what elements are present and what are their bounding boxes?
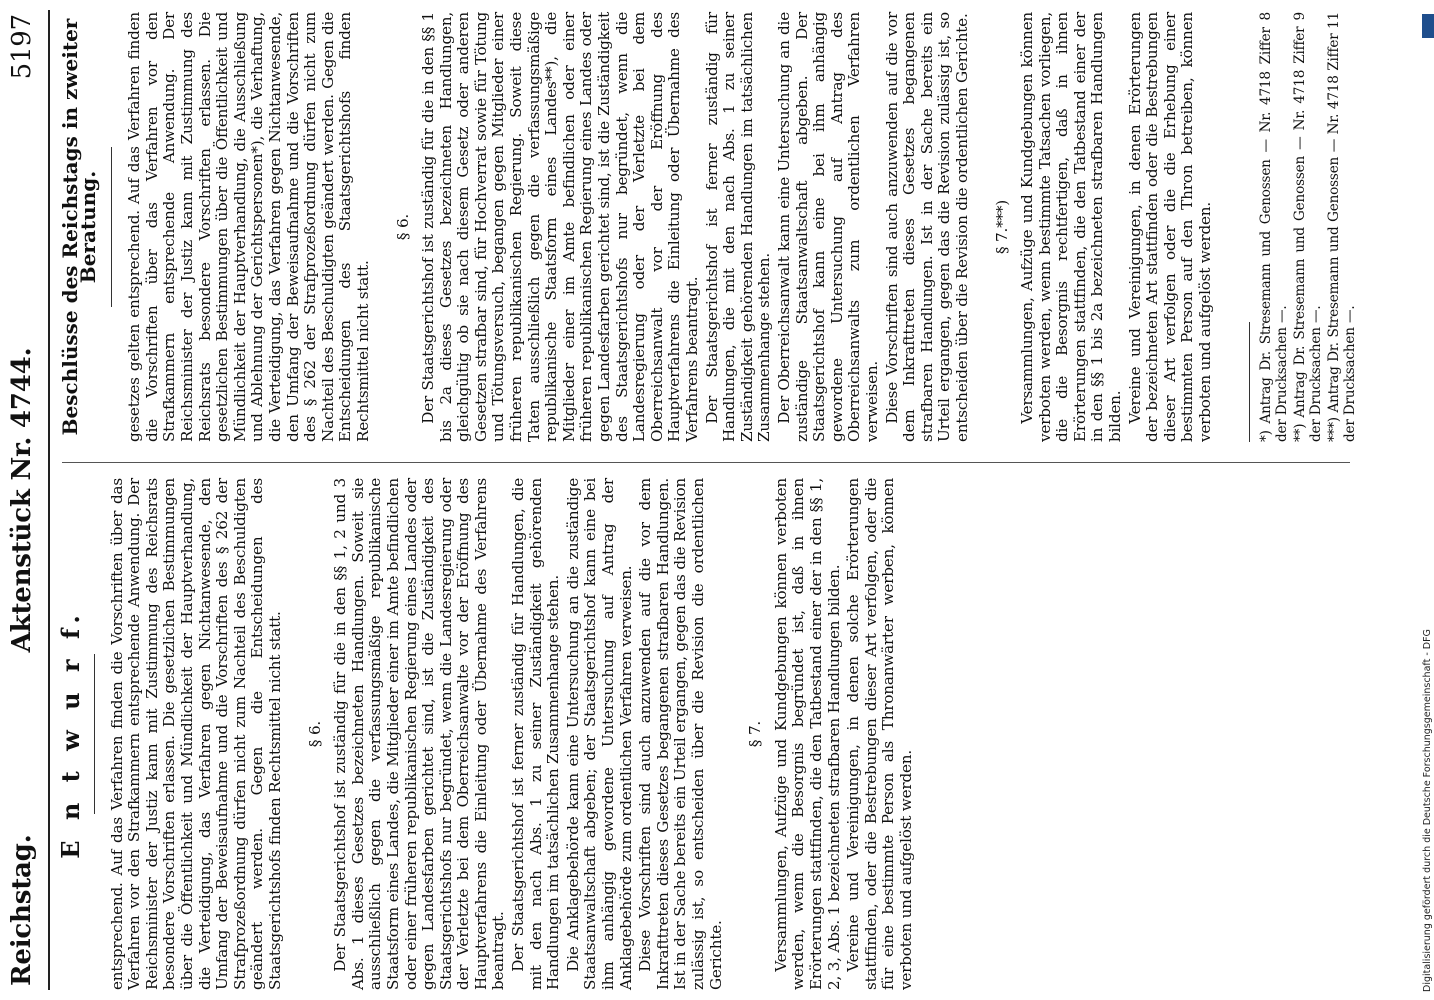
right-column — [58, 12, 1360, 442]
footnote-rule — [1249, 322, 1250, 442]
digitization-note — [1422, 8, 1434, 992]
column-divider — [62, 462, 1350, 463]
page-header — [7, 10, 50, 990]
left-s7-heading: § 7. — [746, 720, 765, 748]
right-s6-p4: Diese Vorschriften sind auch anzuwenden auf die vor dem Inkrafttreten dieses Gesetzes begangenen strafbaren Handlungen. Ist in der Sache bereits ein Urteil ergangen, gegen das die Revision zulässig ist, so entscheiden über die Revision die ordentlichen Gerichte. — [882, 12, 971, 442]
title-rule — [111, 147, 112, 307]
header-center: Aktenstück Nr. 4744. — [7, 347, 37, 653]
right-s6-p2: Der Staatsgerichtshof ist ferner zuständig für Handlungen, die mit den nach Abs. 1 zu seiner Zuständigkeit gehörenden Handlungen im tatsächlichen Zusammenhange stehen. — [702, 12, 774, 442]
footnote: **) Antrag Dr. Stresemann und Genossen — Nr. 4718 Ziffer 9 der Drucksachen —. — [1291, 12, 1324, 442]
title-rule — [94, 654, 95, 814]
right-intro: gesetzes gelten entsprechend. Auf das Verfahren finden die Vorschriften über das Verfahren vor den Strafkammern entsprechende Anwendung. Der Reichsminister der Justiz kann mit Zustimmung des Reichsrats besondere Vorschriften erlassen. Die gesetzlichen Bestimmungen über die Öffentlichkeit und Mündlichkeit der Hauptverhandlung, die Ausschließung und Ablehnung der Gerichtspersonen*), die Verhaftung, die Verteidigung, das Verfahren gegen Nichtanwesende, den Umfang der Beweisaufnahme und die Vorschriften des § 262 der Strafprozeßordnung dürfen nicht zum Nachteil des Beschuldigten geändert werden. Gegen die Entscheidungen des Staatsgerichtshofs finden Rechtsmittel nicht statt. — [125, 12, 372, 442]
header-left: Reichstag. — [7, 834, 37, 986]
page-number: 5197 — [7, 14, 37, 80]
left-s6-heading: § 6. — [305, 720, 324, 748]
right-s7-heading: § 7.***) — [992, 199, 1011, 255]
digitization-note-text: Digitalisierung gefördert durch die Deutsche Forschungsgemeinschaft - DFG — [1422, 629, 1433, 992]
left-s6-p1: Der Staatsgerichtshof ist zuständig für die in den §§ 1, 2 und 3 Abs. 1 dieses Gesetzes bezeichneten Handlungen. Soweit sie ausschließlich gegen die verfassungsmäßige republikanische Staatsform eines Landes, die Mitglieder einer im Amte befindlichen oder einer früheren republikanischen Regierung eines Landes oder gegen Landesfarben gerichtet sind, ist die Zuständigkeit des Staatsgerichtshofs nur begründet, wenn die Landesregierung oder der Verletzte bei dem Oberreichsanwalte vor der Eröffnung des Hauptverfahrens die Einleitung oder Übernahme des Verfahrens beantragt. — [331, 478, 508, 990]
right-s7-p1: Versammlungen, Aufzüge und Kundgebungen können verboten werden, wenn bestimmte Tatsachen vorliegen, die die Besorgnis rechtfertigen, daß in ihnen Erörterungen stattfinden, die den Tatbestand einer der in den §§ 1 bis 2a bezeichneten strafbaren Handlungen bilden. — [1018, 12, 1125, 442]
right-s6-p1: Der Staatsgerichtshof ist zuständig für die in den §§ 1 bis 2a dieses Gesetzes bezeichneten Handlungen, gleichgültig ob sie nach diesem Gesetz oder anderen Gesetzen strafbar sind, für Hochverrat sowie für Tötung und Tötungsversuch, begangen gegen Mitglieder einer früheren republikanischen Regierung. Soweit diese Taten ausschließlich gegen die verfassungsmäßige republikanische Staatsform eines Landes**), die Mitglieder einer im Amte befindlichen oder einer früheren republikanischen Regierung eines Landes oder gegen Landesfarben gerichtet sind, ist die Zuständigkeit des Staatsgerichtshofs nur begründet, wenn die Landesregierung oder der Verletzte bei dem Oberreichsanwalt vor der Eröffnung des Hauptverfahrens die Einleitung oder Übernahme des Verfahrens beantragt. — [419, 12, 701, 442]
left-column-title: E n t w u r f. — [56, 609, 85, 859]
left-s6-p4: Diese Vorschriften sind auch anzuwenden auf die vor dem Inkrafttreten dieses Gesetzes begangenen strafbaren Handlungen. Ist in der Sache bereits ein Urteil ergangen, gegen das die Revision zulässig ist, so entscheiden über die Revision die ordentlichen Gerichte. — [636, 478, 725, 990]
left-s7-p2: Vereine und Vereinigungen, in denen solche Erörterungen stattfinden, oder die Bestrebungen dieser Art verfolgen, oder die für eine bestimmte Person als Thronanwärter werben, können verboten und aufgelöst werden. — [844, 478, 915, 990]
left-s6-p3: Die Anklagebehörde kann eine Untersuchung an die zuständige Staatsanwaltschaft abgeben; der Staatsgerichtshof kann eine bei ihm anhängig gewordene Untersuchung auf Antrag der Anklagebehörde zum ordentlichen Verfahren verweisen. — [563, 478, 635, 990]
right-column-title: Beschlüsse des Reichstags in zweiter Beratung. — [58, 18, 100, 436]
right-s7-p2: Vereine und Vereinigungen, in denen Erörterungen der bezeichneten Art stattfinden oder die Bestrebungen dieser Art verfolgen oder die die Erhebung einer bestimmten Person auf den Thron betreiben, können verboten und aufgelöst werden. — [1125, 12, 1215, 442]
right-s6-heading: § 6. — [393, 213, 412, 241]
footnote: ***) Antrag Dr. Stresemann und Genossen — Nr. 4718 Ziffer 11 der Drucksachen —. — [1325, 12, 1358, 442]
footnote: *) Antrag Dr. Stresemann und Genossen — Nr. 4718 Ziffer 8 der Drucksachen —. — [1257, 12, 1290, 442]
left-s6-p2: Der Staatsgerichtshof ist ferner zuständig für Handlungen, die mit den nach Abs. 1 zu seiner Zuständigkeit gehörenden Handlungen im tatsächlichen Zusammenhange stehen. — [509, 478, 563, 990]
left-column — [56, 478, 918, 990]
left-s7-p1: Versammlungen, Aufzüge und Kundgebungen können verboten werden, wenn die Besorgnis begründet ist, daß in ihnen Erörterungen stattfinden, die den Tatbestand einer der in den §§ 1, 2, 3, Abs. 1 bezeichneten strafbaren Handlungen bilden. — [771, 478, 843, 990]
dfg-logo-icon — [1422, 14, 1434, 38]
left-intro: entsprechend. Auf das Verfahren finden die Vorschriften über das Verfahren vor den Strafkammern entsprechende Anwendung. Der Reichsminister der Justiz kann mit Zustimmung des Reichsrats besondere Vorschriften erlassen. Die gesetzlichen Bestimmungen über die Öffentlichkeit und Mündlichkeit der Hauptverhandlung, die Verteidigung, das Verfahren gegen Nichtanwesende, den Umfang der Beweisaufnahme und die Vorschriften des § 262 der Strafprozeßordnung dürfen nicht zum Nachteil des Beschuldigten geändert werden. Gegen die Entscheidungen des Staatsgerichtshofs finden Rechtsmittel nicht statt. — [107, 478, 284, 990]
document-page — [7, 10, 1370, 990]
right-s6-p3: Der Oberreichsanwalt kann eine Untersuchung an die zuständige Staatsanwaltschaft abgeben. Der Staatsgerichtshof kann eine bei ihm anhängig gewordene Untersuchung auf Antrag des Oberreichsanwalts zum ordentlichen Verfahren verweisen. — [774, 12, 881, 442]
